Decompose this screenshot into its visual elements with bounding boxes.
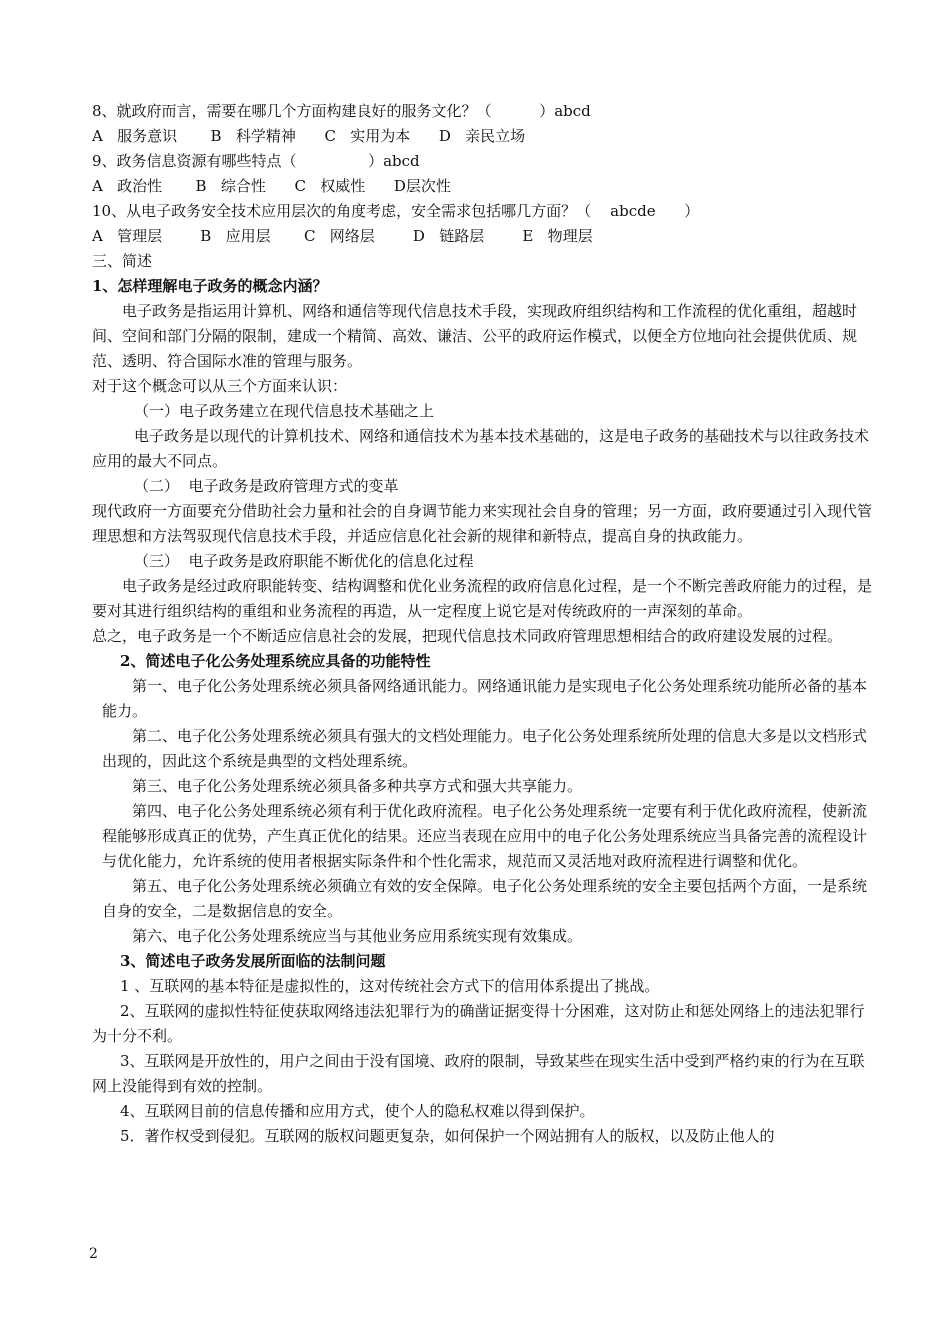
section-heading: 三、简述 [92,252,153,270]
essay-1-subheading: （二） 电子政务是政府管理方式的变革 [134,477,399,495]
essay-3-paragraph: 2、互联网的虚拟性特征使获取网络违法犯罪行为的确凿证据变得十分困难，这对防止和惩处网络上的违法犯罪行为十分不利。 [92,1002,865,1045]
question-8: 8、就政府而言，需要在哪几个方面构建良好的服务文化？（ ）abcd [92,102,591,120]
essay-2-title: 2、简述电子化公务处理系统应具备的功能特性 [120,652,431,670]
essay-2-paragraph: 第六、电子化公务处理系统应当与其他业务应用系统实现有效集成。 [132,927,583,945]
essay-1-paragraph: 电子政务是经过政府职能转变、结构调整和优化业务流程的政府信息化过程，是一个不断完善政府能力的过程，是要对其进行组织结构的重组和业务流程的再造，从一定程度上说它是对传统政府的一声深刻的革命。 [92,577,873,620]
question-9-options: A 政治性 B 综合性 C 权威性 D层次性 [92,177,451,195]
essay-2-paragraph: 第二、电子化公务处理系统必须具有强大的文档处理能力。电子化公务处理系统所处理的信息大多是以文档形式出现的，因此这个系统是典型的文档处理系统。 [102,727,868,770]
essay-3-paragraph: 1 、互联网的基本特征是虚拟性的，这对传统社会方式下的信用体系提出了挑战。 [120,977,660,995]
question-10: 10、从电子政务安全技术应用层次的角度考虑，安全需求包括哪几方面？（ abcde ） [92,202,700,220]
essay-1-paragraph: 现代政府一方面要充分借助社会力量和社会的自身调节能力来实现社会自身的管理；另一方面，政府要通过引入现代管理思想和方法驾驭现代信息技术手段，并适应信息化社会新的规律和新特点，提高自身的执政能力。 [92,502,873,545]
essay-1-subheading: （三） 电子政务是政府职能不断优化的信息化过程 [134,552,474,570]
essay-1-subheading: （一）电子政务建立在现代信息技术基础之上 [134,402,435,420]
essay-2-paragraph: 第五、电子化公务处理系统必须确立有效的安全保障。电子化公务处理系统的安全主要包括两个方面，一是系统自身的安全，二是数据信息的安全。 [102,877,868,920]
essay-1-paragraph: 总之，电子政务是一个不断适应信息社会的发展，把现代信息技术同政府管理思想相结合的政府建设发展的过程。 [92,627,843,645]
essay-2-paragraph: 第四、电子化公务处理系统必须有利于优化政府流程。电子化公务处理系统一定要有利于优化政府流程，使新流程能够形成真正的优势，产生真正优化的结果。还应当表现在应用中的电子化公务处理系统应当具备完善的流程设计与优化能力，允许系统的使用者根据实际条件和个性化需求，规范而又灵活地对政府流程进行调整和优化。 [102,802,868,870]
page-number: 2 [89,1246,98,1262]
essay-1-paragraph: 电子政务是指运用计算机、网络和通信等现代信息技术手段，实现政府组织结构和工作流程的优化重组，超越时间、空间和部门分隔的限制，建成一个精简、高效、谦洁、公平的政府运作模式，以便全方位地向社会提供优质、规范、透明、符合国际水准的管理与服务。 [92,302,858,370]
essay-3-paragraph: 3、互联网是开放性的，用户之间由于没有国境、政府的限制，导致某些在现实生活中受到严格约束的行为在互联网上没能得到有效的控制。 [92,1052,865,1095]
essay-1-paragraph: 电子政务是以现代的计算机技术、网络和通信技术为基本技术基础的，这是电子政务的基础技术与以往政务技术应用的最大不同点。 [92,427,870,470]
page-content [92,99,872,1149]
essay-2-paragraph: 第三、电子化公务处理系统必须具备多种共享方式和强大共享能力。 [132,777,583,795]
essay-3-paragraph: 5．著作权受到侵犯。互联网的版权问题更复杂，如何保护一个网站拥有人的版权，以及防止他人的 [120,1127,775,1145]
essay-3-paragraph: 4、互联网目前的信息传播和应用方式，使个人的隐私权难以得到保护。 [120,1102,595,1120]
essay-3-title: 3、简述电子政务发展所面临的法制问题 [120,952,386,970]
question-10-options: A 管理层 B 应用层 C 网络层 D 链路层 E 物理层 [92,227,593,245]
essay-1-paragraph: 对于这个概念可以从三个方面来认识： [92,377,348,395]
essay-1-title: 1、怎样理解电子政务的概念内涵？ [92,277,328,295]
question-8-options: A 服务意识 B 科学精神 C 实用为本 D 亲民立场 [92,127,526,145]
essay-2-paragraph: 第一、电子化公务处理系统必须具备网络通讯能力。网络通讯能力是实现电子化公务处理系统功能所必备的基本能力。 [102,677,868,720]
question-9: 9、政务信息资源有哪些特点（ ）abcd [92,152,420,170]
